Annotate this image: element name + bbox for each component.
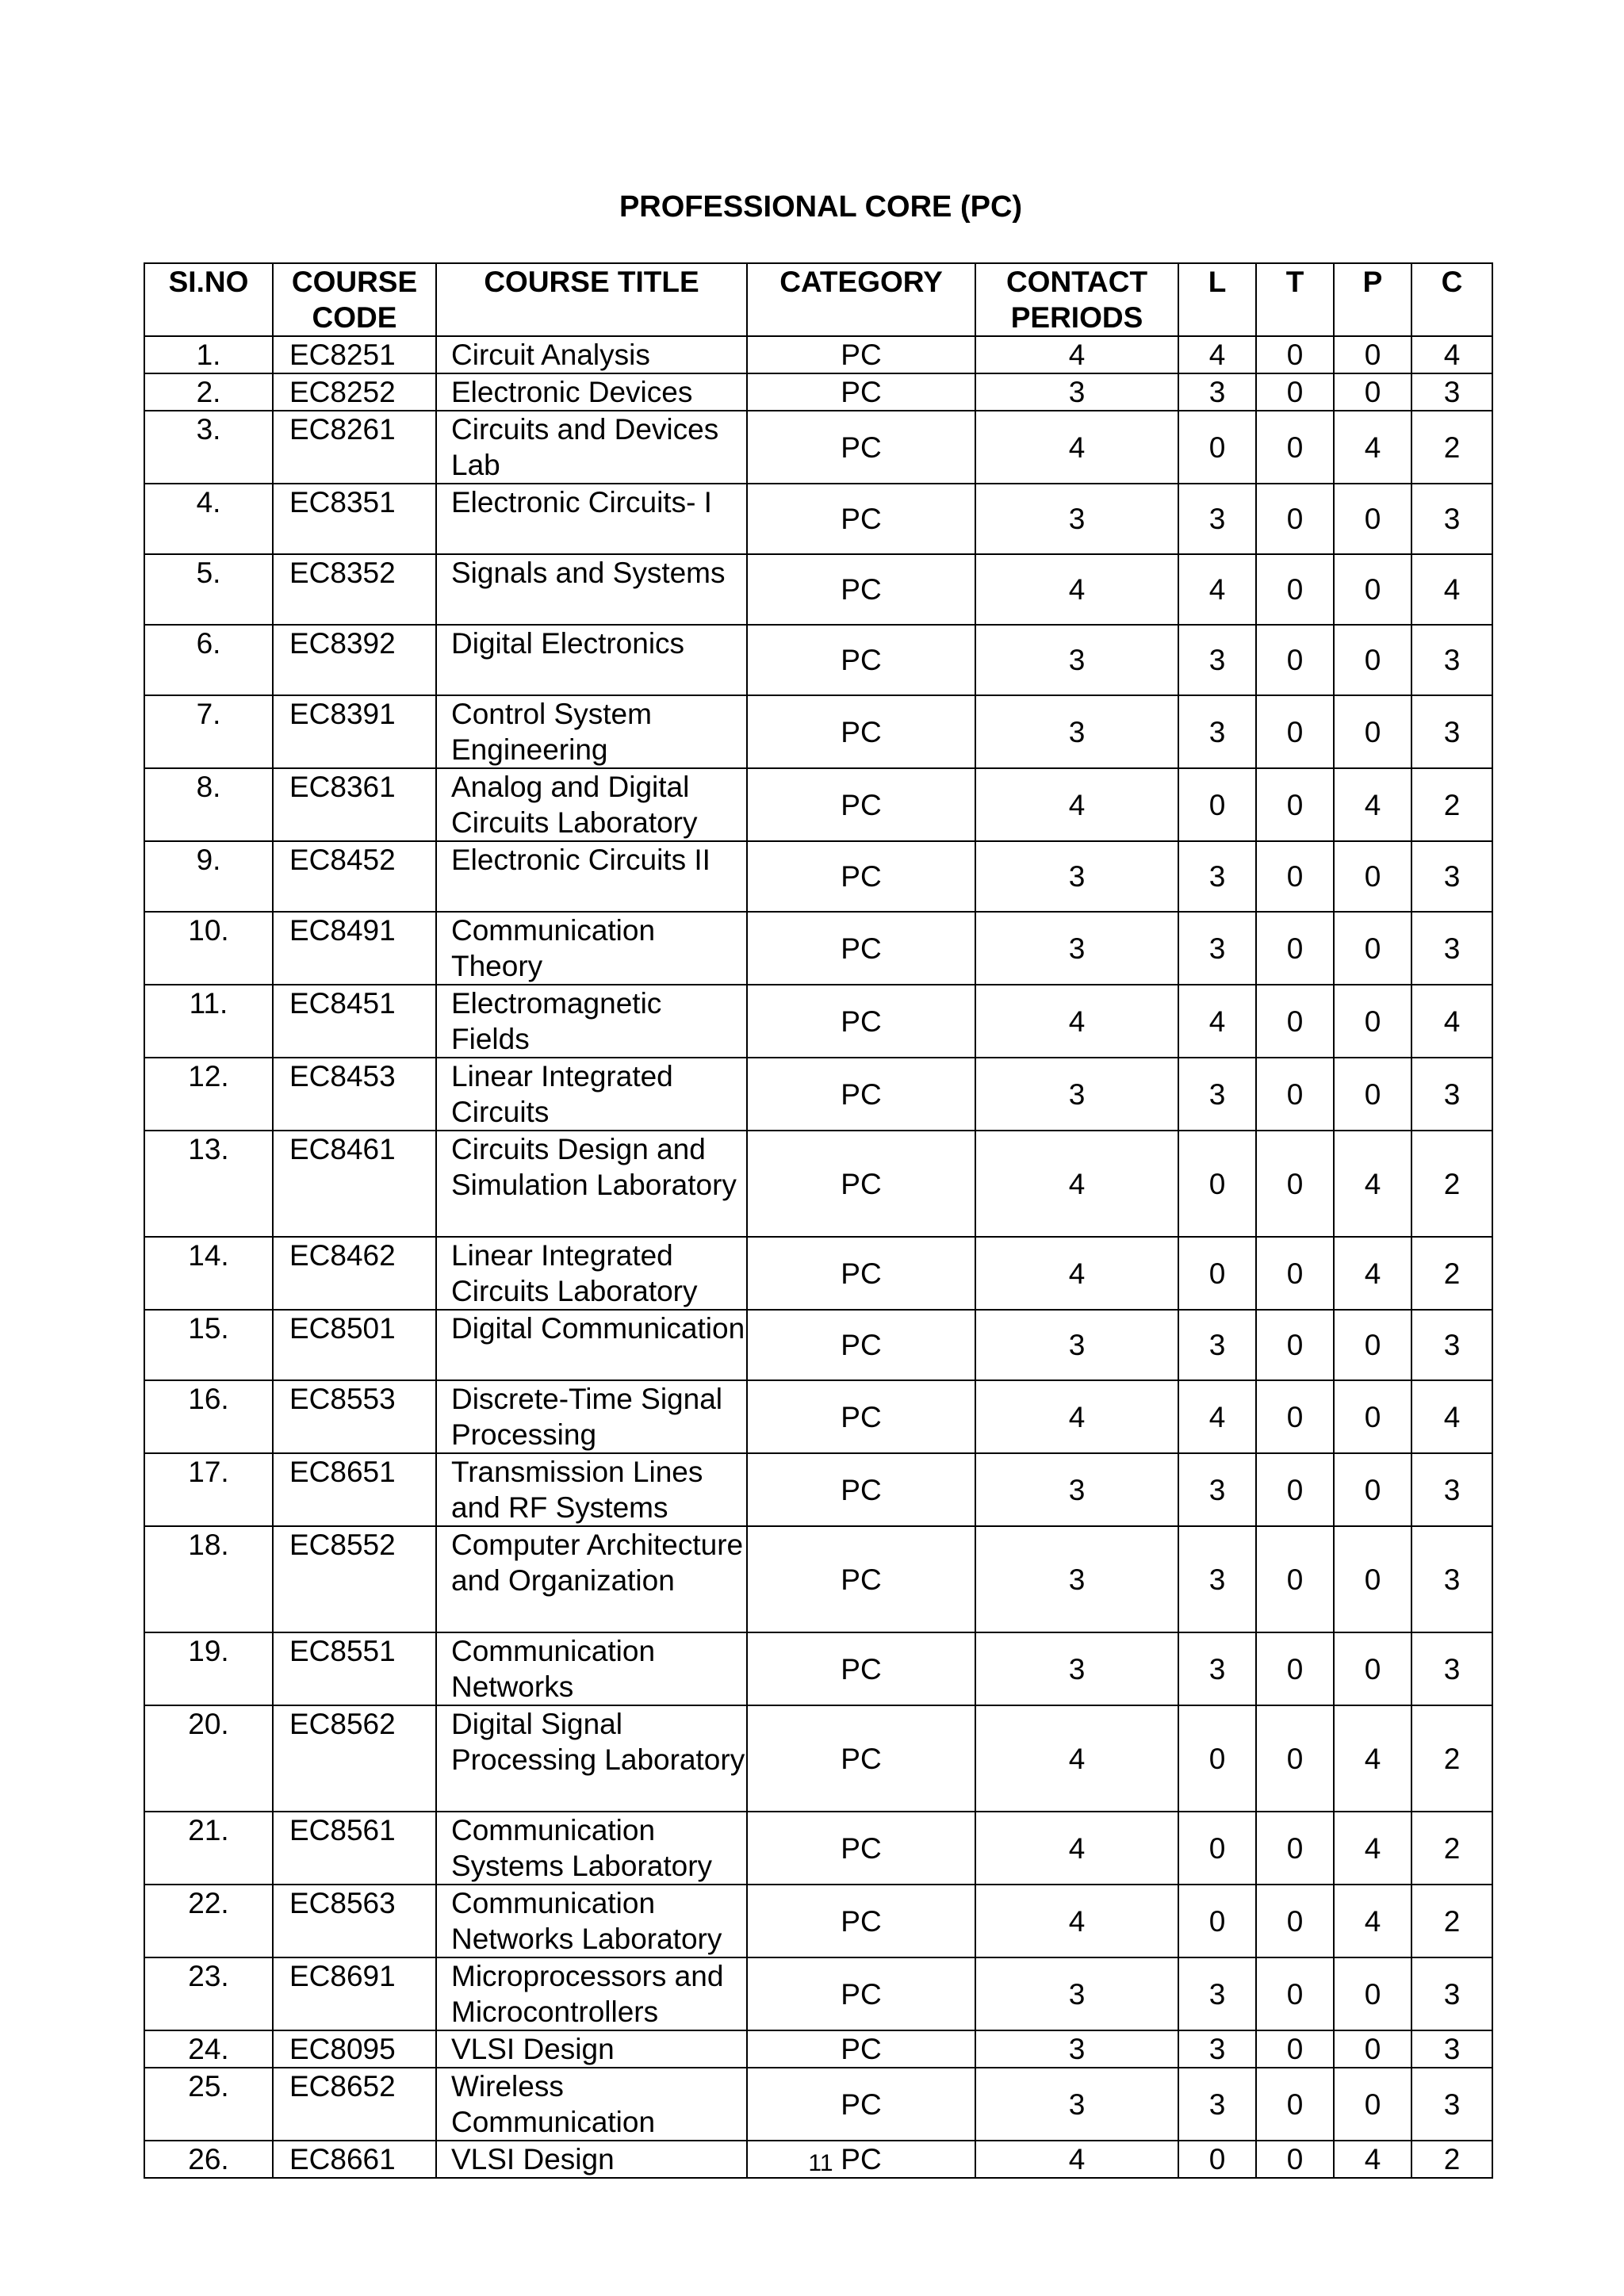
- cell-contact-periods: 4: [975, 336, 1178, 373]
- table-row: [144, 411, 1492, 484]
- cell-l: 3: [1178, 1632, 1256, 1705]
- cell-category: PC: [747, 1058, 975, 1131]
- cell-category: PC: [747, 912, 975, 985]
- page-title: PROFESSIONAL CORE (PC): [619, 190, 1023, 224]
- cell-p: 0: [1334, 912, 1411, 985]
- cell-sno: 16.: [144, 1380, 273, 1453]
- cell-l: 3: [1178, 1526, 1256, 1632]
- cell-c: 3: [1411, 1526, 1492, 1632]
- cell-c: 3: [1411, 841, 1492, 912]
- cell-course-code: EC8491: [273, 912, 436, 985]
- cell-category: PC: [747, 484, 975, 554]
- cell-c: 4: [1411, 1380, 1492, 1453]
- course-table: [144, 262, 1493, 2179]
- cell-c: 2: [1411, 411, 1492, 484]
- cell-category: PC: [747, 695, 975, 768]
- cell-course-title: Linear Integrated Circuits: [436, 1058, 747, 1131]
- header-contact-periods: CONTACT PERIODS: [975, 263, 1178, 336]
- table-row: [144, 1058, 1492, 1131]
- cell-t: 0: [1256, 336, 1334, 373]
- cell-p: 0: [1334, 1453, 1411, 1526]
- cell-c: 3: [1411, 695, 1492, 768]
- cell-c: 2: [1411, 1237, 1492, 1310]
- cell-l: 0: [1178, 1131, 1256, 1237]
- cell-c: 3: [1411, 1632, 1492, 1705]
- cell-l: 0: [1178, 1885, 1256, 1957]
- cell-p: 0: [1334, 985, 1411, 1058]
- cell-sno: 15.: [144, 1310, 273, 1380]
- cell-course-code: EC8251: [273, 336, 436, 373]
- cell-c: 3: [1411, 484, 1492, 554]
- cell-course-title: Digital Signal Processing Laboratory: [436, 1705, 747, 1812]
- table-row: [144, 1957, 1492, 2030]
- cell-course-title: Circuits Design and Simulation Laboratory: [436, 1131, 747, 1237]
- cell-l: 4: [1178, 985, 1256, 1058]
- cell-contact-periods: 4: [975, 554, 1178, 625]
- cell-contact-periods: 3: [975, 2030, 1178, 2068]
- cell-course-code: EC8391: [273, 695, 436, 768]
- cell-course-title: Electromagnetic Fields: [436, 985, 747, 1058]
- cell-l: 3: [1178, 2030, 1256, 2068]
- cell-contact-periods: 3: [975, 2068, 1178, 2141]
- cell-course-code: EC8351: [273, 484, 436, 554]
- cell-sno: 3.: [144, 411, 273, 484]
- table-row: [144, 625, 1492, 695]
- cell-l: 3: [1178, 1957, 1256, 2030]
- cell-t: 0: [1256, 695, 1334, 768]
- cell-l: 4: [1178, 554, 1256, 625]
- cell-t: 0: [1256, 1237, 1334, 1310]
- cell-c: 2: [1411, 2141, 1492, 2178]
- cell-course-code: EC8553: [273, 1380, 436, 1453]
- cell-p: 0: [1334, 2030, 1411, 2068]
- cell-t: 0: [1256, 484, 1334, 554]
- cell-contact-periods: 4: [975, 1885, 1178, 1957]
- cell-course-title: Digital Communication: [436, 1310, 747, 1380]
- cell-p: 0: [1334, 336, 1411, 373]
- cell-t: 0: [1256, 1632, 1334, 1705]
- cell-contact-periods: 3: [975, 484, 1178, 554]
- cell-c: 3: [1411, 2030, 1492, 2068]
- header-c: C: [1411, 263, 1492, 336]
- cell-t: 0: [1256, 1131, 1334, 1237]
- cell-p: 0: [1334, 841, 1411, 912]
- cell-c: 3: [1411, 1453, 1492, 1526]
- cell-sno: 11.: [144, 985, 273, 1058]
- cell-l: 0: [1178, 768, 1256, 841]
- cell-c: 4: [1411, 554, 1492, 625]
- cell-course-code: EC8661: [273, 2141, 436, 2178]
- cell-c: 3: [1411, 625, 1492, 695]
- cell-course-code: EC8462: [273, 1237, 436, 1310]
- header-course-code: COURSE CODE: [273, 263, 436, 336]
- cell-category: PC: [747, 1131, 975, 1237]
- cell-course-code: EC8352: [273, 554, 436, 625]
- cell-course-code: EC8691: [273, 1957, 436, 2030]
- cell-p: 0: [1334, 1380, 1411, 1453]
- cell-contact-periods: 4: [975, 2141, 1178, 2178]
- cell-sno: 9.: [144, 841, 273, 912]
- table-row: [144, 1632, 1492, 1705]
- cell-category: PC: [747, 1453, 975, 1526]
- cell-contact-periods: 3: [975, 912, 1178, 985]
- cell-course-title: Electronic Devices: [436, 373, 747, 411]
- cell-sno: 20.: [144, 1705, 273, 1812]
- cell-l: 0: [1178, 411, 1256, 484]
- cell-c: 3: [1411, 1310, 1492, 1380]
- cell-category: PC: [747, 336, 975, 373]
- cell-category: PC: [747, 411, 975, 484]
- cell-category: PC: [747, 2068, 975, 2141]
- cell-course-title: Signals and Systems: [436, 554, 747, 625]
- table-row: [144, 2068, 1492, 2141]
- cell-sno: 23.: [144, 1957, 273, 2030]
- cell-c: 2: [1411, 1131, 1492, 1237]
- cell-t: 0: [1256, 2141, 1334, 2178]
- header-course-title: COURSE TITLE: [436, 263, 747, 336]
- cell-course-code: EC8453: [273, 1058, 436, 1131]
- table-row: [144, 2030, 1492, 2068]
- cell-sno: 17.: [144, 1453, 273, 1526]
- cell-t: 0: [1256, 985, 1334, 1058]
- cell-sno: 4.: [144, 484, 273, 554]
- cell-category: PC: [747, 2141, 975, 2178]
- cell-contact-periods: 3: [975, 1453, 1178, 1526]
- header-category: CATEGORY: [747, 263, 975, 336]
- cell-t: 0: [1256, 1812, 1334, 1885]
- cell-course-code: EC8261: [273, 411, 436, 484]
- cell-c: 3: [1411, 1058, 1492, 1131]
- cell-l: 3: [1178, 841, 1256, 912]
- cell-course-code: EC8563: [273, 1885, 436, 1957]
- cell-c: 2: [1411, 1812, 1492, 1885]
- table-row: [144, 695, 1492, 768]
- cell-sno: 2.: [144, 373, 273, 411]
- cell-t: 0: [1256, 625, 1334, 695]
- cell-sno: 12.: [144, 1058, 273, 1131]
- cell-c: 2: [1411, 768, 1492, 841]
- table-row: [144, 1453, 1492, 1526]
- cell-sno: 1.: [144, 336, 273, 373]
- cell-t: 0: [1256, 841, 1334, 912]
- cell-t: 0: [1256, 912, 1334, 985]
- cell-p: 0: [1334, 484, 1411, 554]
- table-row: [144, 1885, 1492, 1957]
- table-row: [144, 768, 1492, 841]
- cell-contact-periods: 4: [975, 1705, 1178, 1812]
- header-l: L: [1178, 263, 1256, 336]
- cell-sno: 10.: [144, 912, 273, 985]
- cell-category: PC: [747, 554, 975, 625]
- cell-c: 2: [1411, 1885, 1492, 1957]
- cell-course-title: Control System Engineering: [436, 695, 747, 768]
- cell-course-title: Circuit Analysis: [436, 336, 747, 373]
- cell-t: 0: [1256, 2030, 1334, 2068]
- cell-contact-periods: 3: [975, 695, 1178, 768]
- cell-t: 0: [1256, 1957, 1334, 2030]
- cell-course-code: EC8501: [273, 1310, 436, 1380]
- cell-sno: 18.: [144, 1526, 273, 1632]
- table-row: [144, 554, 1492, 625]
- cell-course-title: Digital Electronics: [436, 625, 747, 695]
- cell-course-code: EC8392: [273, 625, 436, 695]
- header-sno: SI.NO: [144, 263, 273, 336]
- cell-course-code: EC8552: [273, 1526, 436, 1632]
- cell-contact-periods: 4: [975, 1131, 1178, 1237]
- cell-l: 3: [1178, 1453, 1256, 1526]
- table-row: [144, 1310, 1492, 1380]
- cell-course-title: Circuits and Devices Lab: [436, 411, 747, 484]
- cell-sno: 26.: [144, 2141, 273, 2178]
- cell-course-title: Wireless Communication: [436, 2068, 747, 2141]
- cell-category: PC: [747, 841, 975, 912]
- cell-sno: 24.: [144, 2030, 273, 2068]
- table-row: [144, 841, 1492, 912]
- cell-course-title: Microprocessors and Microcontrollers: [436, 1957, 747, 2030]
- cell-course-title: Communication Systems Laboratory: [436, 1812, 747, 1885]
- cell-course-code: EC8095: [273, 2030, 436, 2068]
- cell-sno: 25.: [144, 2068, 273, 2141]
- cell-l: 3: [1178, 912, 1256, 985]
- cell-c: 3: [1411, 1957, 1492, 2030]
- cell-category: PC: [747, 1526, 975, 1632]
- cell-p: 4: [1334, 1812, 1411, 1885]
- cell-course-title: Communication Theory: [436, 912, 747, 985]
- cell-l: 3: [1178, 695, 1256, 768]
- cell-category: PC: [747, 1705, 975, 1812]
- cell-t: 0: [1256, 554, 1334, 625]
- cell-course-title: Transmission Lines and RF Systems: [436, 1453, 747, 1526]
- cell-contact-periods: 3: [975, 1957, 1178, 2030]
- table-row: [144, 1705, 1492, 1812]
- cell-sno: 8.: [144, 768, 273, 841]
- cell-t: 0: [1256, 411, 1334, 484]
- cell-p: 0: [1334, 1310, 1411, 1380]
- cell-contact-periods: 3: [975, 625, 1178, 695]
- cell-l: 4: [1178, 336, 1256, 373]
- cell-category: PC: [747, 1632, 975, 1705]
- table-row: [144, 373, 1492, 411]
- table-row: [144, 336, 1492, 373]
- cell-course-code: EC8562: [273, 1705, 436, 1812]
- cell-contact-periods: 4: [975, 768, 1178, 841]
- cell-p: 0: [1334, 625, 1411, 695]
- table-row: [144, 912, 1492, 985]
- cell-t: 0: [1256, 1526, 1334, 1632]
- cell-l: 3: [1178, 625, 1256, 695]
- table-body: [144, 336, 1492, 2178]
- cell-c: 3: [1411, 912, 1492, 985]
- table-row: [144, 1812, 1492, 1885]
- cell-p: 0: [1334, 1526, 1411, 1632]
- cell-course-title: VLSI Design: [436, 2141, 747, 2178]
- cell-contact-periods: 4: [975, 1380, 1178, 1453]
- cell-category: PC: [747, 625, 975, 695]
- cell-p: 4: [1334, 1237, 1411, 1310]
- cell-t: 0: [1256, 1310, 1334, 1380]
- cell-p: 0: [1334, 695, 1411, 768]
- cell-sno: 5.: [144, 554, 273, 625]
- cell-course-code: EC8252: [273, 373, 436, 411]
- cell-p: 0: [1334, 1957, 1411, 2030]
- cell-sno: 21.: [144, 1812, 273, 1885]
- cell-contact-periods: 4: [975, 985, 1178, 1058]
- cell-t: 0: [1256, 1705, 1334, 1812]
- cell-category: PC: [747, 1380, 975, 1453]
- cell-course-title: VLSI Design: [436, 2030, 747, 2068]
- cell-p: 0: [1334, 2068, 1411, 2141]
- cell-course-title: Communication Networks: [436, 1632, 747, 1705]
- header-t: T: [1256, 263, 1334, 336]
- cell-course-title: Electronic Circuits- I: [436, 484, 747, 554]
- cell-p: 4: [1334, 1885, 1411, 1957]
- cell-category: PC: [747, 1812, 975, 1885]
- cell-course-code: EC8361: [273, 768, 436, 841]
- cell-sno: 22.: [144, 1885, 273, 1957]
- cell-t: 0: [1256, 2068, 1334, 2141]
- cell-sno: 19.: [144, 1632, 273, 1705]
- header-p: P: [1334, 263, 1411, 336]
- cell-t: 0: [1256, 1885, 1334, 1957]
- cell-l: 0: [1178, 1812, 1256, 1885]
- cell-c: 3: [1411, 2068, 1492, 2141]
- cell-category: PC: [747, 1237, 975, 1310]
- table-row: [144, 985, 1492, 1058]
- cell-contact-periods: 4: [975, 1812, 1178, 1885]
- cell-contact-periods: 3: [975, 1058, 1178, 1131]
- cell-l: 3: [1178, 373, 1256, 411]
- cell-p: 4: [1334, 1131, 1411, 1237]
- cell-c: 2: [1411, 1705, 1492, 1812]
- cell-p: 4: [1334, 768, 1411, 841]
- cell-p: 0: [1334, 1632, 1411, 1705]
- cell-p: 0: [1334, 373, 1411, 411]
- cell-l: 3: [1178, 1058, 1256, 1131]
- cell-c: 4: [1411, 985, 1492, 1058]
- cell-contact-periods: 3: [975, 373, 1178, 411]
- cell-l: 0: [1178, 2141, 1256, 2178]
- cell-l: 3: [1178, 2068, 1256, 2141]
- cell-contact-periods: 3: [975, 1310, 1178, 1380]
- page-number: 11: [808, 2150, 833, 2176]
- cell-c: 3: [1411, 373, 1492, 411]
- cell-course-code: EC8652: [273, 2068, 436, 2141]
- cell-course-code: EC8461: [273, 1131, 436, 1237]
- cell-p: 4: [1334, 2141, 1411, 2178]
- cell-category: PC: [747, 1957, 975, 2030]
- cell-course-code: EC8451: [273, 985, 436, 1058]
- cell-course-code: EC8452: [273, 841, 436, 912]
- cell-l: 3: [1178, 484, 1256, 554]
- cell-contact-periods: 3: [975, 841, 1178, 912]
- cell-sno: 13.: [144, 1131, 273, 1237]
- cell-category: PC: [747, 373, 975, 411]
- cell-contact-periods: 3: [975, 1526, 1178, 1632]
- table-header-row: [144, 263, 1492, 336]
- cell-category: PC: [747, 768, 975, 841]
- cell-course-title: Electronic Circuits II: [436, 841, 747, 912]
- cell-c: 4: [1411, 336, 1492, 373]
- cell-course-title: Computer Architecture and Organization: [436, 1526, 747, 1632]
- cell-course-title: Analog and Digital Circuits Laboratory: [436, 768, 747, 841]
- cell-category: PC: [747, 985, 975, 1058]
- cell-course-code: EC8651: [273, 1453, 436, 1526]
- cell-category: PC: [747, 1885, 975, 1957]
- cell-sno: 14.: [144, 1237, 273, 1310]
- cell-l: 0: [1178, 1237, 1256, 1310]
- cell-t: 0: [1256, 1058, 1334, 1131]
- table-row: [144, 484, 1492, 554]
- cell-category: PC: [747, 2030, 975, 2068]
- cell-sno: 6.: [144, 625, 273, 695]
- table-row: [144, 1237, 1492, 1310]
- cell-course-code: EC8561: [273, 1812, 436, 1885]
- cell-contact-periods: 3: [975, 1632, 1178, 1705]
- cell-p: 4: [1334, 411, 1411, 484]
- cell-l: 0: [1178, 1705, 1256, 1812]
- cell-contact-periods: 4: [975, 1237, 1178, 1310]
- cell-course-code: EC8551: [273, 1632, 436, 1705]
- cell-l: 4: [1178, 1380, 1256, 1453]
- table-row: [144, 1131, 1492, 1237]
- cell-course-title: Communication Networks Laboratory: [436, 1885, 747, 1957]
- cell-p: 0: [1334, 554, 1411, 625]
- table-row: [144, 1526, 1492, 1632]
- cell-t: 0: [1256, 768, 1334, 841]
- cell-t: 0: [1256, 1453, 1334, 1526]
- cell-contact-periods: 4: [975, 411, 1178, 484]
- cell-t: 0: [1256, 373, 1334, 411]
- cell-category: PC: [747, 1310, 975, 1380]
- cell-sno: 7.: [144, 695, 273, 768]
- cell-course-title: Linear Integrated Circuits Laboratory: [436, 1237, 747, 1310]
- cell-t: 0: [1256, 1380, 1334, 1453]
- cell-p: 4: [1334, 1705, 1411, 1812]
- cell-l: 3: [1178, 1310, 1256, 1380]
- cell-p: 0: [1334, 1058, 1411, 1131]
- table-row: [144, 1380, 1492, 1453]
- cell-course-title: Discrete-Time Signal Processing: [436, 1380, 747, 1453]
